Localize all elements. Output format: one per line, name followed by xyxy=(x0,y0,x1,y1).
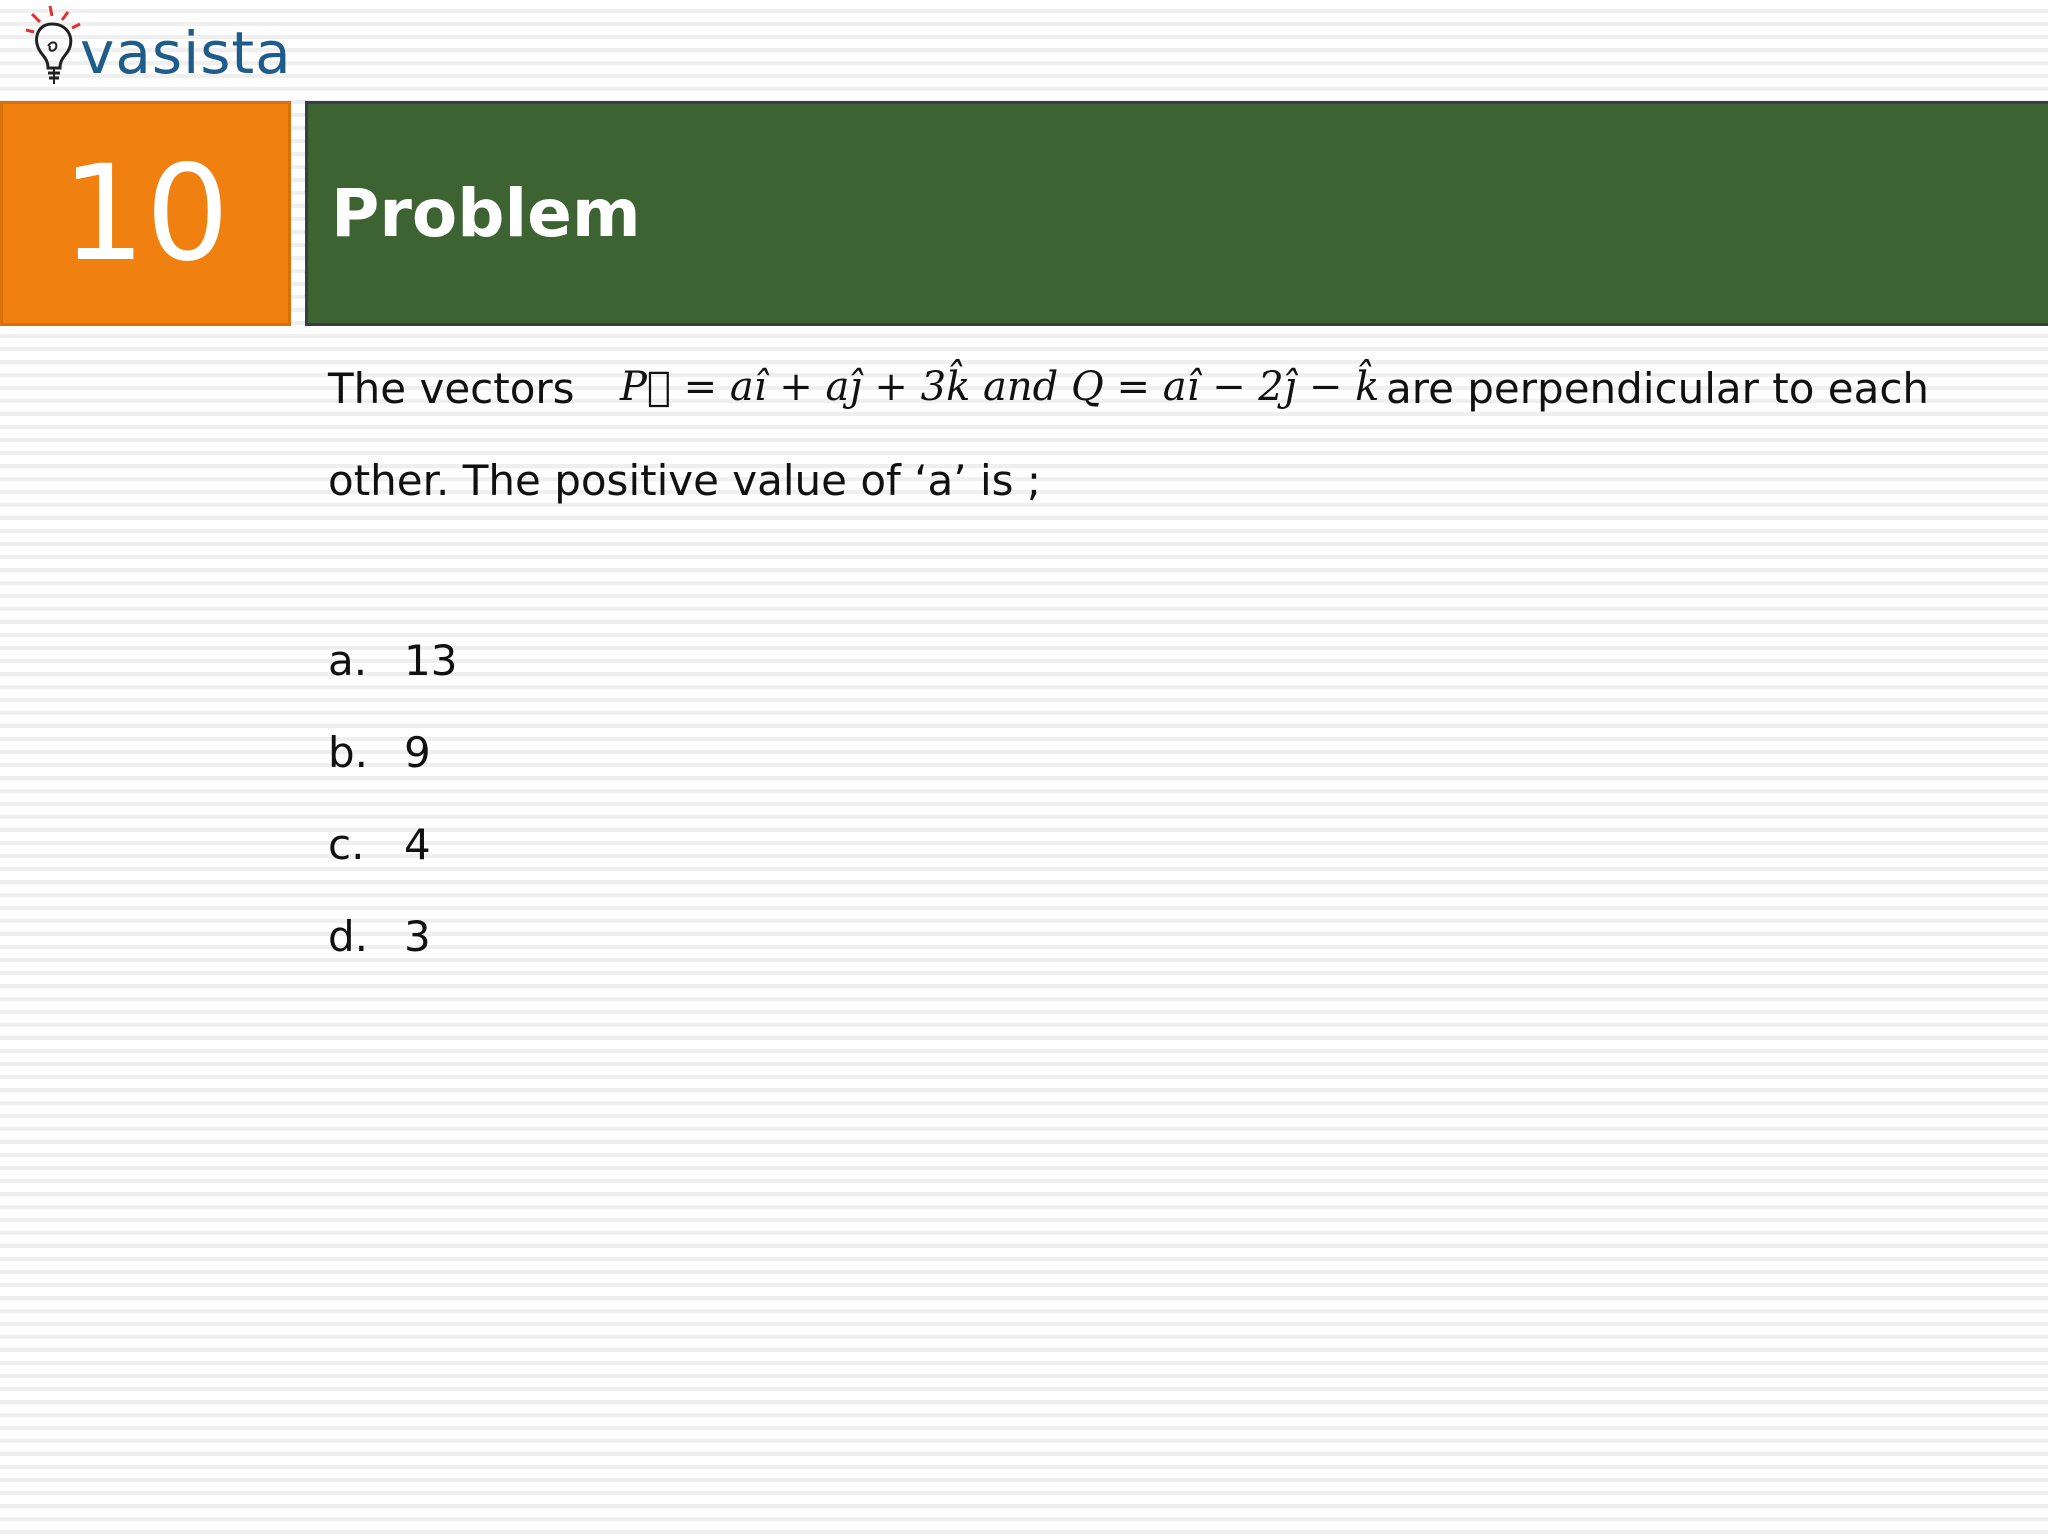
answer-options xyxy=(328,636,628,1004)
option-letter: c. xyxy=(328,820,365,869)
option-a[interactable] xyxy=(328,636,628,728)
option-value: 3 xyxy=(404,912,431,961)
question-lead: The vectors xyxy=(328,364,575,413)
slide-number: 10 xyxy=(61,136,230,291)
option-letter: d. xyxy=(328,912,369,961)
option-value: 13 xyxy=(404,636,458,685)
lightbulb-icon xyxy=(18,2,88,94)
vector-equation: P⃗ = aî + aĵ + 3k̂ and Q = aî − 2ĵ − k̂ xyxy=(620,364,1380,410)
logo-text: vasista xyxy=(80,19,292,87)
option-letter: b. xyxy=(328,728,369,777)
slide-title: Problem xyxy=(331,175,641,252)
title-bar xyxy=(305,101,2048,326)
option-d[interactable] xyxy=(328,912,628,1004)
option-value: 4 xyxy=(404,820,431,869)
option-letter: a. xyxy=(328,636,368,685)
option-b[interactable] xyxy=(328,728,628,820)
question xyxy=(328,356,2008,505)
question-line-1 xyxy=(328,356,2008,426)
option-value: 9 xyxy=(404,728,431,777)
question-tail: are perpendicular to each xyxy=(1386,364,1930,413)
question-line-2: other. The positive value of ‘a’ is ; xyxy=(328,456,1042,505)
vasista-logo xyxy=(18,2,292,94)
option-c[interactable] xyxy=(328,820,628,912)
slide-number-box xyxy=(0,101,291,326)
